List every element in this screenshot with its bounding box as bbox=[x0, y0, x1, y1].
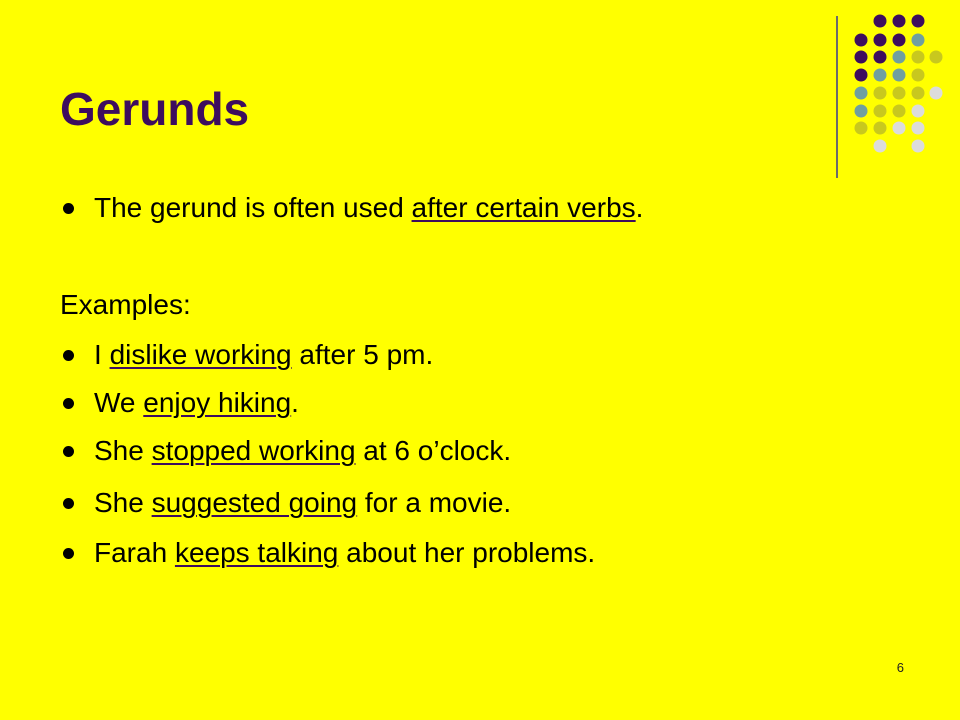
slide-title: Gerunds bbox=[60, 83, 250, 135]
bullet-text-before: Farah bbox=[94, 537, 175, 568]
bullet-text-underlined: stopped working bbox=[151, 435, 356, 466]
decorative-dot bbox=[893, 15, 906, 28]
bullet-item bbox=[60, 433, 511, 469]
decorative-dot bbox=[893, 87, 906, 100]
decorative-dot bbox=[874, 34, 887, 47]
bullet-item bbox=[60, 535, 595, 571]
decorative-dot bbox=[912, 105, 925, 118]
decorative-dot bbox=[930, 51, 943, 64]
bullet-text-underlined: enjoy hiking bbox=[143, 387, 292, 418]
decorative-dot bbox=[855, 105, 868, 118]
decorative-dot bbox=[912, 51, 925, 64]
bullet-text-underlined: suggested going bbox=[151, 487, 358, 518]
bullet-text-after: after 5 pm. bbox=[291, 339, 434, 370]
bullet-text-before: The gerund is often used bbox=[94, 192, 412, 223]
slide-number: 6 bbox=[896, 660, 904, 675]
decorative-dot bbox=[912, 122, 925, 135]
decorative-dot bbox=[874, 140, 887, 153]
bullet-item bbox=[60, 385, 299, 421]
bullet-icon bbox=[63, 548, 74, 559]
decorative-dot bbox=[912, 15, 925, 28]
bullet-text-before: I bbox=[94, 339, 110, 370]
decorative-dot bbox=[912, 140, 925, 153]
decorative-dot bbox=[855, 122, 868, 135]
examples-label: Examples: bbox=[60, 289, 191, 320]
bullet-text-underlined: dislike working bbox=[109, 339, 292, 370]
bullet-icon bbox=[63, 446, 74, 457]
bullet-text-after: for a movie. bbox=[357, 487, 512, 518]
bullet-icon bbox=[63, 398, 74, 409]
decorative-dot bbox=[893, 122, 906, 135]
decorative-dot bbox=[855, 69, 868, 82]
bullet-item bbox=[60, 485, 511, 521]
decorative-dot bbox=[874, 87, 887, 100]
decorative-dot bbox=[874, 105, 887, 118]
bullet-item bbox=[60, 190, 643, 226]
decorative-dot bbox=[912, 87, 925, 100]
bullet-text-underlined: after certain verbs bbox=[411, 192, 636, 223]
bullet-text-after: . bbox=[635, 192, 644, 223]
decorative-dot bbox=[912, 34, 925, 47]
bullet-text-before: She bbox=[94, 435, 152, 466]
bullet-text-underlined: keeps talking bbox=[174, 537, 339, 568]
decorative-dot bbox=[893, 51, 906, 64]
decorative-dot bbox=[855, 51, 868, 64]
decorative-dot bbox=[930, 87, 943, 100]
decorative-dot bbox=[874, 51, 887, 64]
bullet-icon bbox=[63, 350, 74, 361]
decorative-dot bbox=[855, 34, 868, 47]
decorative-dot bbox=[893, 105, 906, 118]
decorative-dot bbox=[893, 34, 906, 47]
decorative-dot bbox=[874, 122, 887, 135]
bullet-text-before: She bbox=[94, 487, 152, 518]
bullet-text-before: We bbox=[94, 387, 144, 418]
decorative-divider-line bbox=[836, 16, 838, 178]
decorative-dot bbox=[874, 69, 887, 82]
bullet-text-after: at 6 o’clock. bbox=[355, 435, 512, 466]
decorative-dot bbox=[912, 69, 925, 82]
decorative-dot bbox=[874, 15, 887, 28]
bullet-text-after: . bbox=[291, 387, 299, 418]
bullet-item bbox=[60, 337, 433, 373]
bullet-icon bbox=[63, 203, 74, 214]
decorative-dot bbox=[893, 69, 906, 82]
bullet-icon bbox=[63, 498, 74, 509]
decorative-dot bbox=[855, 87, 868, 100]
bullet-text-after: about her problems. bbox=[338, 537, 596, 568]
